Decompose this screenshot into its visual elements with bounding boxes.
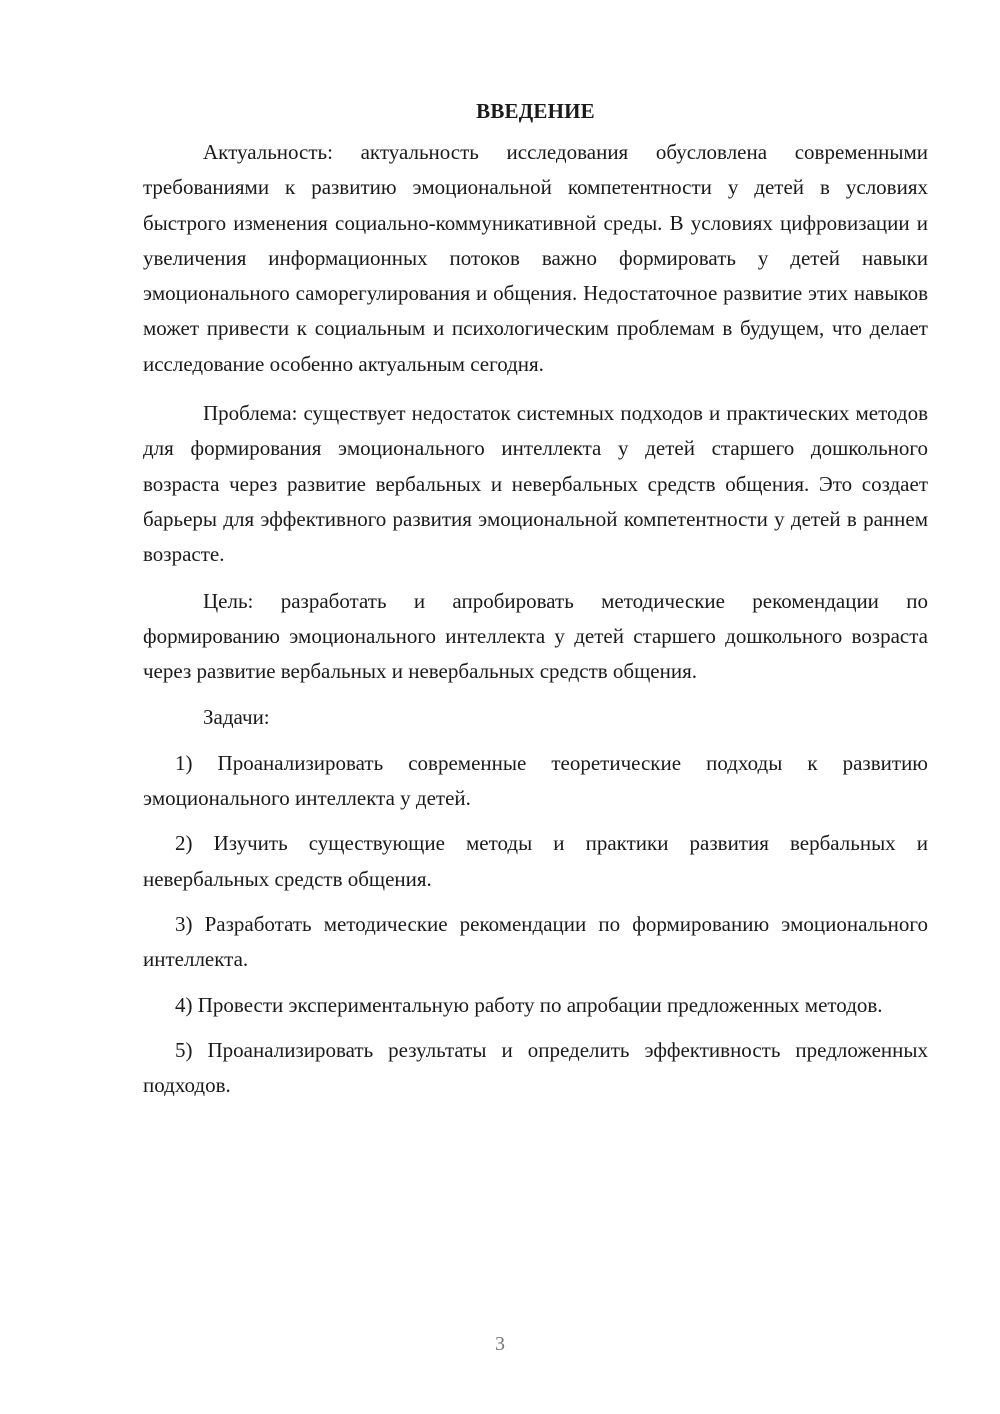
task-item-4: 4) Провести экспериментальную работу по апробации предложенных методов. xyxy=(175,992,883,1017)
task-item-1: 1) Проанализировать современные теоретические подходы к развитию эмоционального интеллекта у детей. xyxy=(143,750,928,811)
section-title: ВВЕДЕНИЕ xyxy=(476,99,595,123)
relevance-paragraph: Актуальность: актуальность исследования обусловлена современными требованиями к развитию эмоциональной компетентности у детей в условиях быстрого изменения социально-коммуникативной среды. В условиях цифровизации и увеличения информационных потоков важно формировать у детей навыки эмоционального саморегулирования и общения. Недостаточное развитие этих навыков может привести к социальным и психологическим проблемам в будущем, что делает исследование особенно актуальным сегодня. xyxy=(143,140,928,376)
task-item-2: 2) Изучить существующие методы и практики развития вербальных и невербальных средств общения. xyxy=(143,831,928,891)
page-content xyxy=(143,94,928,1113)
task-list xyxy=(143,746,928,1104)
problem-paragraph: Проблема: существует недостаток системных подходов и практических методов для формирования эмоционального интеллекта у детей старшего дошкольного возраста через развитие вербальных и невербальных средств общения. Это создает барьеры для эффективного развития эмоциональной компетентности у детей в раннем возрасте. xyxy=(143,401,928,567)
task-item-5: 5) Проанализировать результаты и определить эффективность предложенных подходов. xyxy=(143,1037,928,1098)
page-number: 3 xyxy=(495,1333,505,1355)
goal-paragraph: Цель: разработать и апробировать методические рекомендации по формированию эмоционального интеллекта у детей старшего дошкольного возраста через развитие вербальных и невербальных средств общения. xyxy=(143,588,928,684)
tasks-heading: Задачи: xyxy=(203,705,270,730)
task-item-3: 3) Разработать методические рекомендации по формированию эмоционального интеллекта. xyxy=(143,911,928,972)
